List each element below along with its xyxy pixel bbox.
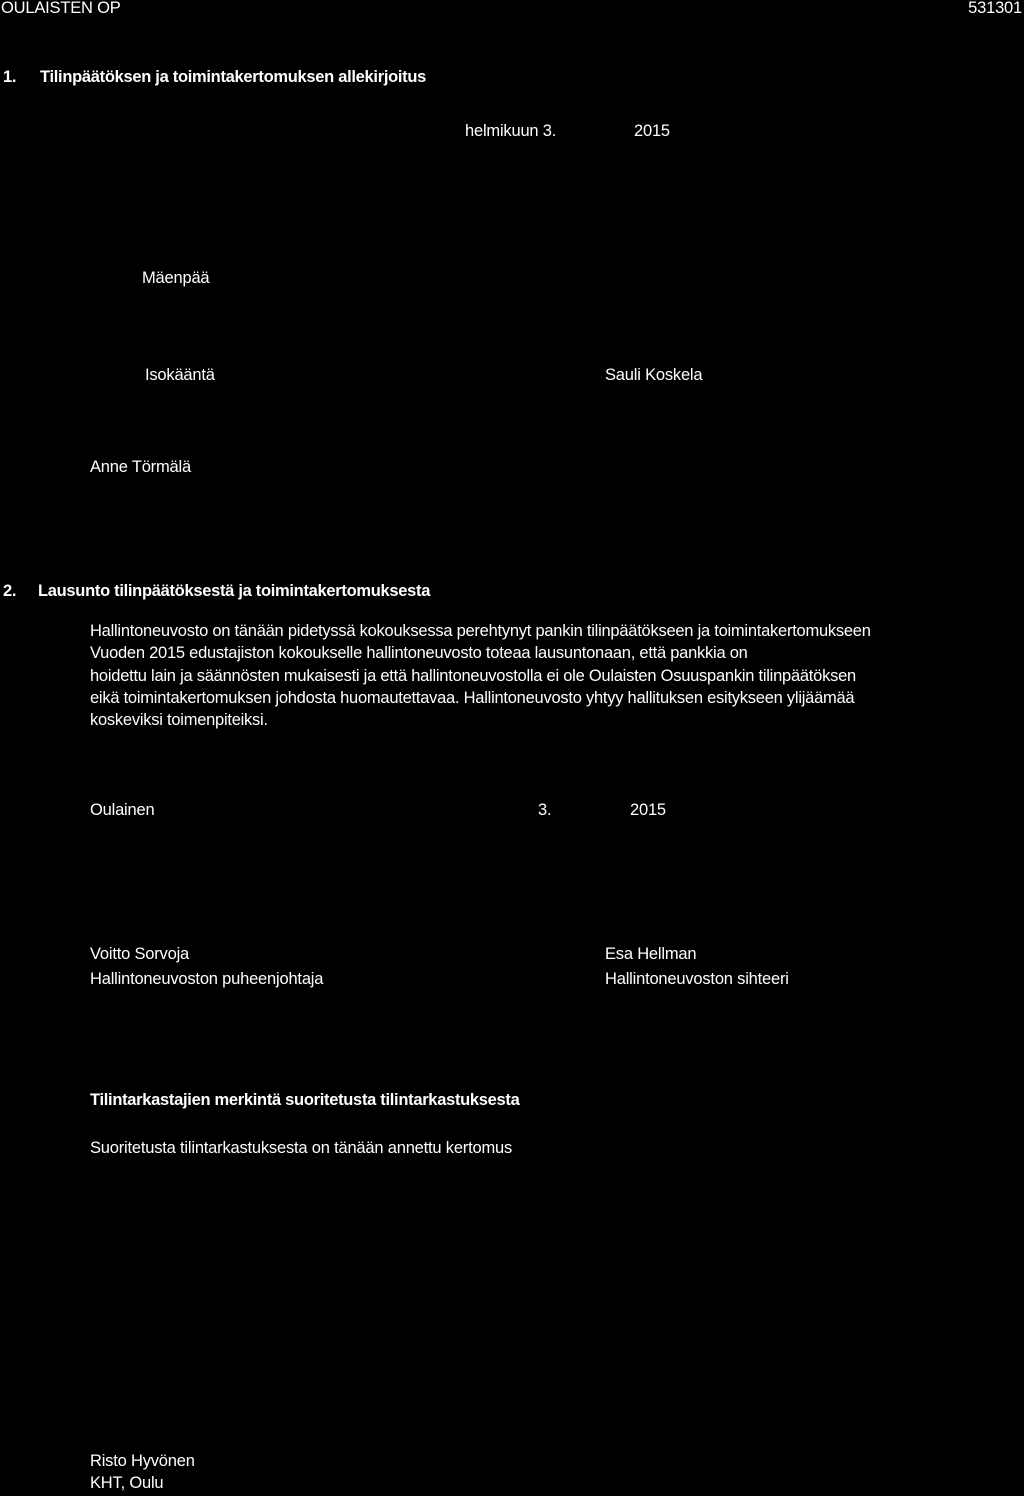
- section1-date-year: 2015: [634, 122, 670, 140]
- paragraph-line: hoidettu lain ja säännösten mukaisesti ja että hallintoneuvostolla ei ole Oulaisten Osuuspankin tilinpäätöksen: [90, 666, 856, 685]
- audit-title: Tilintarkastajien merkintä suoritetusta tilintarkastuksesta: [90, 1091, 520, 1109]
- signer-name: Sauli Koskela: [605, 366, 703, 384]
- signer-name: Mäenpää: [142, 269, 210, 287]
- auditor-name: Risto Hyvönen: [90, 1452, 195, 1470]
- chair-name: Voitto Sorvoja: [90, 945, 190, 963]
- section1-date-day: helmikuun 3.: [465, 122, 557, 140]
- statement-paragraph: [90, 620, 871, 731]
- place: Oulainen: [90, 801, 155, 819]
- secretary-title: Hallintoneuvoston sihteeri: [605, 970, 789, 988]
- document-code: 531301: [968, 0, 1022, 17]
- paragraph-line: Hallintoneuvosto on tänään pidetyssä kokouksessa perehtynyt pankin tilinpäätökseen ja toimintakertomukseen: [90, 622, 871, 640]
- paragraph-line: Vuoden 2015 edustajiston kokoukselle hallintoneuvosto toteaa lausuntonaan, että pankkia on: [90, 644, 748, 663]
- section2-date-year: 2015: [630, 801, 666, 819]
- section2-number: 2.: [3, 582, 17, 600]
- section2-title: Lausunto tilinpäätöksestä ja toimintakertomuksesta: [38, 582, 431, 600]
- organization-name: OULAISTEN OP: [1, 0, 121, 17]
- auditor-title: KHT, Oulu: [90, 1474, 164, 1492]
- section1-title: Tilinpäätöksen ja toimintakertomuksen allekirjoitus: [40, 68, 427, 86]
- paragraph-line: eikä toimintakertomuksen johdosta huomautettavaa. Hallintoneuvosto yhtyy hallituksen esitykseen ylijäämää: [90, 688, 855, 707]
- paragraph-line: koskeviksi toimenpiteiksi.: [90, 711, 268, 730]
- signer-name: Isokääntä: [145, 366, 215, 384]
- section1-number: 1.: [3, 68, 17, 86]
- signer-name: Anne Törmälä: [90, 458, 191, 476]
- secretary-name: Esa Hellman: [605, 945, 697, 963]
- chair-title: Hallintoneuvoston puheenjohtaja: [90, 970, 324, 988]
- section2-date-day: 3.: [538, 801, 552, 819]
- audit-text: Suoritetusta tilintarkastuksesta on tänään annettu kertomus: [90, 1139, 513, 1157]
